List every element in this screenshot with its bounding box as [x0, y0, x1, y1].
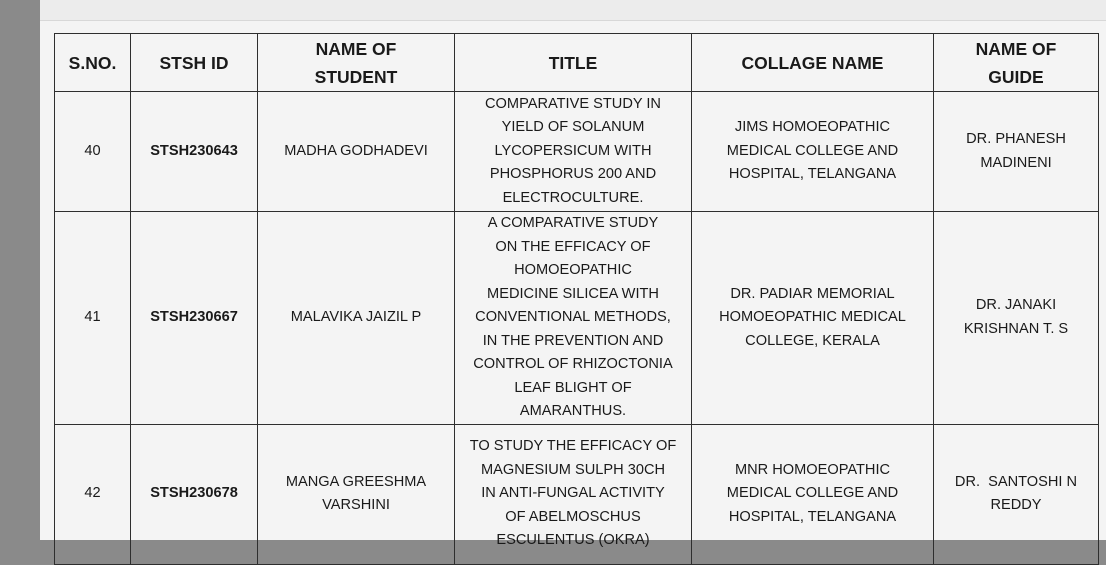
text-line: HOMOEOPATHIC: [514, 262, 632, 278]
cell-title: [455, 424, 692, 564]
text-line: PHOSPHORUS 200 AND: [489, 166, 657, 183]
cell-stsh-id: STSH230678: [131, 424, 258, 564]
text-line: NAME OF: [315, 38, 397, 59]
text-line: ESCULENTUS (OKRA): [496, 532, 650, 549]
text-line: DR. JANAKI: [975, 297, 1057, 314]
header-guide-name: [934, 34, 1099, 92]
header-stsh-id: [131, 34, 258, 92]
text-line: COMPARATIVE STUDY IN: [485, 95, 661, 112]
cell-sno: 40: [55, 92, 131, 212]
text-line: STUDENT: [314, 66, 398, 87]
header-sno: [55, 34, 131, 92]
table-row: [55, 92, 1099, 212]
text-line: A COMPARATIVE STUDY: [487, 215, 659, 231]
text-line: IN THE PREVENTION AND: [482, 332, 664, 349]
table-row: [55, 424, 1099, 564]
cell-guide-name: [934, 424, 1099, 564]
cell-guide-name: [934, 92, 1099, 212]
text-line: HOSPITAL, TELANGANA: [728, 508, 897, 525]
cell-college-name: [692, 424, 934, 564]
text-line: OF ABELMOSCHUS: [505, 508, 641, 525]
cell-title: [455, 92, 692, 212]
text-line: MEDICAL COLLEGE AND: [726, 142, 899, 159]
text-line: YIELD OF SOLANUM: [501, 119, 645, 136]
text-line: ELECTROCULTURE.: [502, 189, 644, 206]
cell-stsh-id: STSH230667: [131, 212, 258, 425]
cell-stsh-id: STSH230643: [131, 92, 258, 212]
cell-guide-name: [934, 212, 1099, 425]
text-line: COLLEGE, KERALA: [745, 332, 880, 349]
document-page: [40, 0, 1106, 549]
text-line: DR. SANTOSHI N: [954, 473, 1078, 490]
text-line: GUIDE: [988, 66, 1044, 87]
cell-student-name: [258, 212, 455, 425]
cell-college-name: [692, 212, 934, 425]
text-line: COLLAGE NAME: [741, 52, 884, 73]
text-line: HOMOEOPATHIC MEDICAL: [719, 309, 906, 325]
text-line: MEDICINE SILICEA WITH: [487, 285, 659, 302]
text-line: MNR HOMOEOPATHIC: [734, 461, 891, 478]
cell-sno: 41: [55, 212, 131, 425]
text-line: HOSPITAL, TELANGANA: [728, 166, 897, 183]
page-top-edge: [40, 0, 1106, 21]
text-line: LYCOPERSICUM WITH: [494, 142, 652, 159]
text-line: STSH ID: [159, 52, 229, 73]
cell-student-name: [258, 424, 455, 564]
table-header-row: [55, 34, 1099, 92]
cell-sno: 42: [55, 424, 131, 564]
text-line: MANGA GREESHMA: [285, 473, 427, 490]
text-line: TITLE: [548, 52, 598, 73]
text-line: MADINENI: [980, 154, 1052, 171]
text-line: CONTROL OF RHIZOCTONIA: [473, 356, 673, 372]
text-line: IN ANTI-FUNGAL ACTIVITY: [481, 485, 665, 502]
text-line: MADHA GODHADEVI: [284, 142, 428, 159]
cell-title: [455, 212, 692, 425]
student-project-table: [54, 33, 1099, 565]
text-line: DR. PADIAR MEMORIAL: [730, 285, 895, 302]
text-line: DR. PHANESH: [966, 131, 1066, 147]
text-line: KRISHNAN T. S: [963, 320, 1069, 337]
header-student-name: [258, 34, 455, 92]
text-line: MALAVIKA JAIZIL P: [290, 309, 422, 325]
text-line: VARSHINI: [322, 497, 390, 513]
header-college-name: [692, 34, 934, 92]
text-line: JIMS HOMOEOPATHIC: [734, 119, 891, 136]
text-line: CONVENTIONAL METHODS,: [475, 309, 671, 325]
text-line: ON THE EFFICACY OF: [495, 238, 651, 255]
header-title: [455, 34, 692, 92]
text-line: REDDY: [990, 497, 1042, 513]
cell-college-name: [692, 92, 934, 212]
text-line: MEDICAL COLLEGE AND: [726, 485, 899, 502]
table-row: [55, 212, 1099, 425]
text-line: LEAF BLIGHT OF: [514, 379, 632, 396]
cell-student-name: [258, 92, 455, 212]
text-line: S.NO.: [68, 52, 117, 73]
text-line: AMARANTHUS.: [519, 403, 627, 419]
text-line: TO STUDY THE EFFICACY OF: [469, 438, 677, 455]
text-line: MAGNESIUM SULPH 30CH: [480, 461, 666, 478]
text-line: NAME OF: [975, 38, 1057, 59]
